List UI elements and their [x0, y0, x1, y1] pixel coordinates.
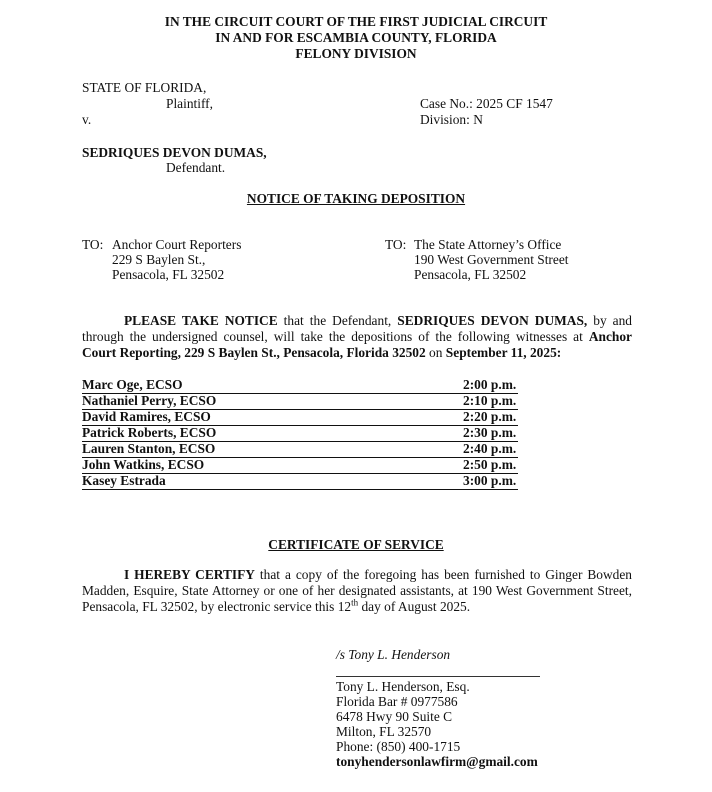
witness-name: John Watkins, ECSO — [82, 457, 205, 472]
plaintiff-name: STATE OF FLORIDA, — [82, 80, 207, 95]
witness-name: Nathaniel Perry, ECSO — [82, 393, 217, 408]
certificate-sup: th — [351, 597, 359, 608]
certificate-text2: day of August 2025. — [358, 599, 471, 614]
to-left-address1: 229 S Baylen St., — [112, 252, 206, 267]
certificate-lead: I HEREBY CERTIFY — [124, 567, 255, 582]
signature-line — [336, 676, 540, 677]
witness-time: 2:30 p.m. — [463, 425, 517, 440]
court-header-line-3: FELONY DIVISION — [295, 46, 417, 61]
witness-row — [82, 457, 518, 474]
certificate-text1: that a copy of the foregoing has been furnished to Ginger Bowden Madden, Esquire, State Attorney or one of her designated assistants, at 190 West Government Street, Pensacola, FL 32502, by electronic service this 12 — [82, 567, 632, 614]
notice-defendant: SEDRIQUES DEVON DUMAS, — [397, 313, 588, 328]
versus: v. — [82, 112, 92, 127]
witness-name: Kasey Estrada — [82, 473, 166, 488]
witness-time: 2:20 p.m. — [463, 409, 517, 424]
witness-time: 2:10 p.m. — [463, 393, 517, 408]
notice-paragraph — [82, 313, 632, 361]
witness-time: 2:50 p.m. — [463, 457, 517, 472]
court-header-line-1: IN THE CIRCUIT COURT OF THE FIRST JUDICIAL CIRCUIT — [164, 14, 548, 29]
attorney-name: Tony L. Henderson, Esq. — [336, 679, 470, 694]
notice-location: Anchor Court Reporting, 229 S Baylen St., Pensacola, Florida 32502 — [82, 329, 632, 360]
notice-lead: PLEASE TAKE NOTICE — [124, 313, 278, 328]
attorney-email[interactable]: tonyhendersonlawfirm@gmail.com — [336, 754, 538, 769]
court-header-line-2: IN AND FOR ESCAMBIA COUNTY, FLORIDA — [215, 30, 497, 45]
witness-name: Patrick Roberts, ECSO — [82, 425, 217, 440]
witness-row — [82, 425, 518, 442]
witness-row — [82, 393, 518, 410]
to-right-name: The State Attorney’s Office — [414, 237, 562, 252]
electronic-signature: /s Tony L. Henderson — [336, 647, 451, 662]
florida-bar-number: Florida Bar # 0977586 — [336, 694, 458, 709]
witness-row — [82, 377, 518, 394]
witness-name: Lauren Stanton, ECSO — [82, 441, 216, 456]
attorney-phone: Phone: (850) 400-1715 — [336, 739, 461, 754]
witness-time: 2:40 p.m. — [463, 441, 517, 456]
witness-row — [82, 441, 518, 458]
to-left-address2: Pensacola, FL 32502 — [112, 267, 225, 282]
defendant-name: SEDRIQUES DEVON DUMAS, — [82, 145, 267, 160]
to-left-name: Anchor Court Reporters — [112, 237, 242, 252]
notice-text1: that the Defendant, — [277, 313, 398, 328]
notice-date: September 11, 2025: — [445, 345, 562, 360]
witness-name: Marc Oge, ECSO — [82, 377, 183, 392]
defendant-role: Defendant. — [166, 160, 226, 175]
witness-row — [82, 473, 518, 490]
notice-text2: by and through the undersigned counsel, will take the depositions of the following witnesses at — [82, 313, 633, 344]
document-title: NOTICE OF TAKING DEPOSITION — [246, 191, 466, 206]
to-left-label: TO: — [82, 237, 104, 252]
case-number: Case No.: 2025 CF 1547 — [420, 96, 553, 111]
plaintiff-role: Plaintiff, — [166, 96, 213, 111]
attorney-address1: 6478 Hwy 90 Suite C — [336, 709, 453, 724]
to-right-address2: Pensacola, FL 32502 — [414, 267, 527, 282]
to-right-label: TO: — [385, 237, 407, 252]
division: Division: N — [420, 112, 483, 127]
witness-row — [82, 409, 518, 426]
witness-time: 2:00 p.m. — [463, 377, 517, 392]
notice-text3: on — [425, 345, 446, 360]
witness-name: David Ramires, ECSO — [82, 409, 211, 424]
attorney-address2: Milton, FL 32570 — [336, 724, 432, 739]
certificate-paragraph — [82, 567, 632, 615]
to-right-address1: 190 West Government Street — [414, 252, 569, 267]
certificate-title: CERTIFICATE OF SERVICE — [268, 537, 444, 552]
witness-time: 3:00 p.m. — [463, 473, 517, 488]
